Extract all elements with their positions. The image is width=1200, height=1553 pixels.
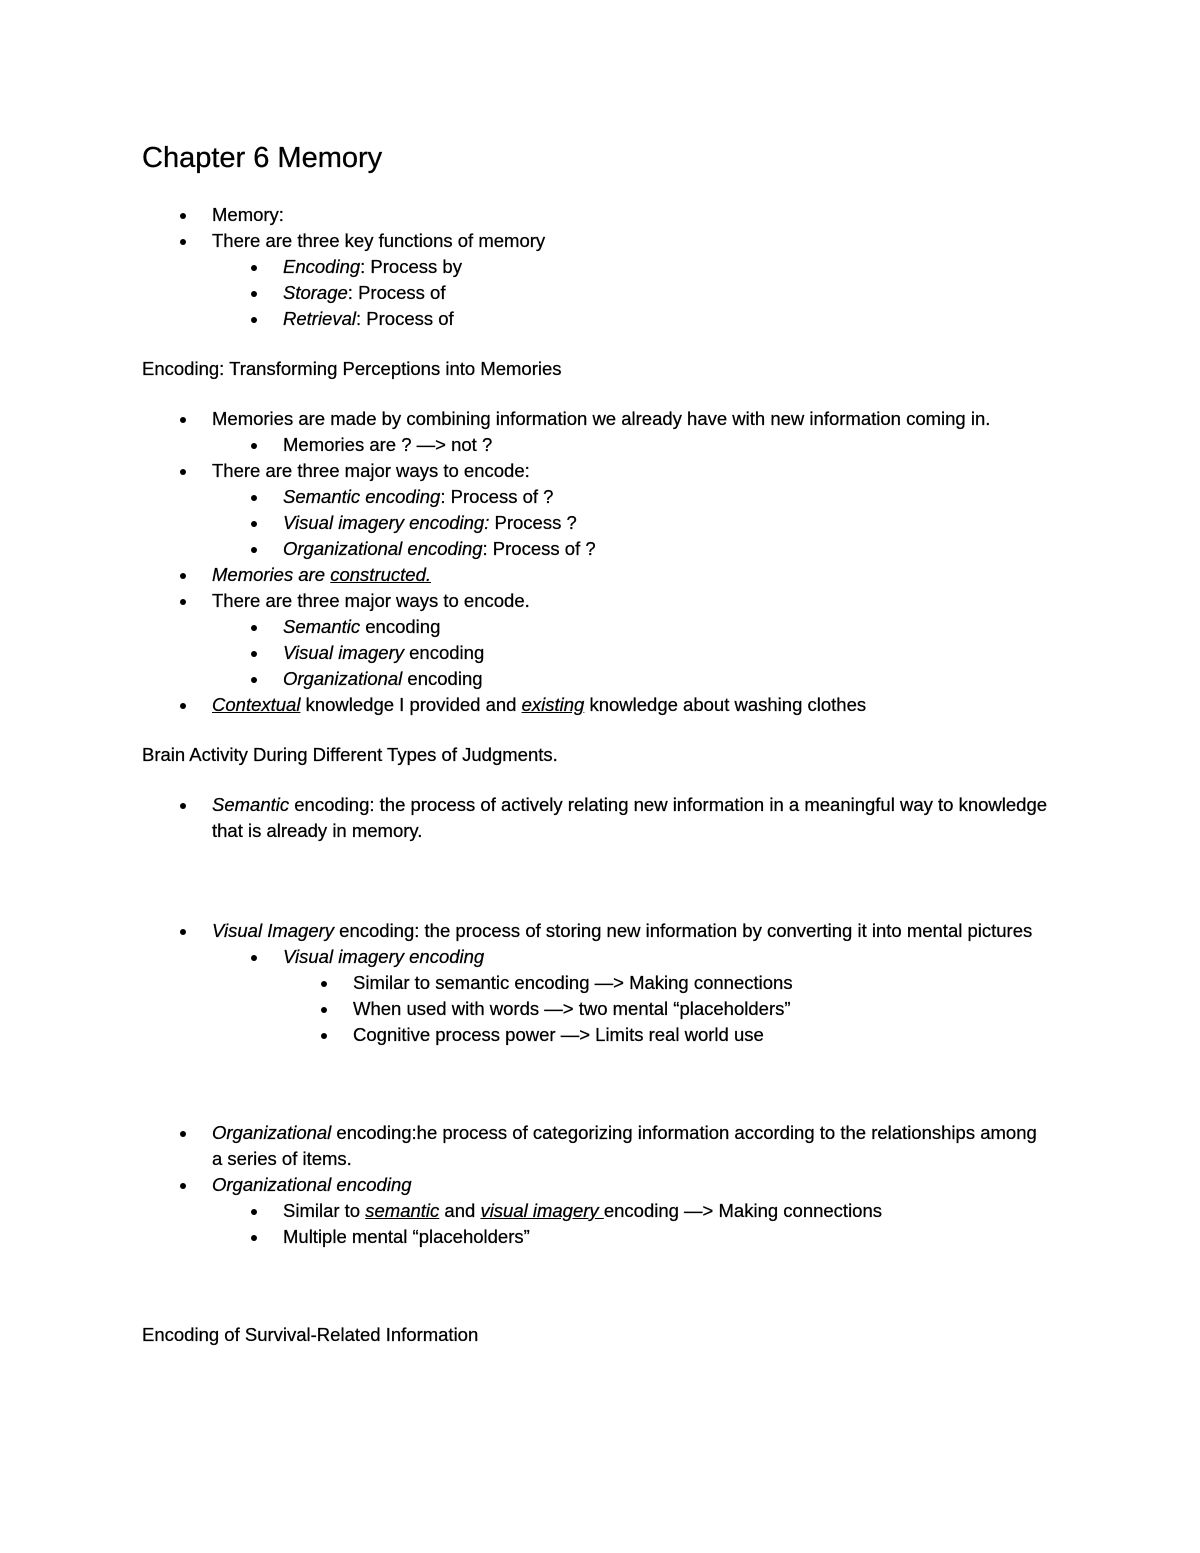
term: Organizational [212,1122,332,1143]
section-list [142,692,1052,718]
section-list [142,458,1052,484]
spacer [142,768,1052,792]
list-item-text: knowledge I provided and [300,694,522,715]
term: Organizational [283,668,403,689]
term: Semantic [283,616,361,637]
underlined-term: visual imagery [480,1200,604,1221]
term: Organizational encoding [212,1174,412,1195]
underlined-term: constructed. [330,564,432,585]
functions-list [142,254,1052,332]
list-item-text: Memories are ? —> not ? [283,434,493,455]
term: Storage [283,282,348,303]
definition: encoding: the process of actively relating new information in a meaningful way to knowledge that is already in memory. [212,794,1048,841]
definition: encoding [404,642,485,663]
sub-sub-list [142,970,1052,1048]
list-item-text: There are three key functions of memory [212,230,546,251]
spacer [142,844,1052,918]
list-item [142,228,1052,254]
list-item [142,944,1052,970]
list-item-text: Memory: [212,204,284,225]
sub-list [142,484,1052,562]
section-list [142,562,1052,614]
list-item-text: Multiple mental “placeholders” [283,1226,530,1247]
underlined-term: Contextual [212,694,301,715]
term: Encoding [283,256,361,277]
list-item-text: encoding —> Making connections [603,1200,883,1221]
list-item [142,614,1052,640]
term: Semantic encoding [283,486,441,507]
list-item-text: When used with words —> two mental “placeholders” [353,998,791,1019]
list-item [142,280,1052,306]
section-list [142,406,1052,432]
underlined-term: existing [521,694,585,715]
list-item [142,458,1052,484]
sub-list [142,432,1052,458]
spacer [142,1048,1052,1120]
sub-list [142,1198,1052,1250]
list-item [142,1120,1052,1172]
list-item-text: Cognitive process power —> Limits real world use [353,1024,764,1045]
section-heading: Brain Activity During Different Types of Judgments. [142,744,558,765]
spacer [142,1250,1052,1322]
list-item-text: Memories are made by combining information we already have with new information coming in. [212,408,991,429]
definition: encoding: the process of storing new information by converting it into mental pictures [334,920,1033,941]
document-page [142,138,1052,1348]
term: Semantic [212,794,290,815]
section-list [142,918,1052,944]
list-item [142,1172,1052,1198]
list-item-text: Memories are [212,564,331,585]
definition: : Process of ? [440,486,554,507]
list-item [142,406,1052,432]
list-item [142,536,1052,562]
term: Visual imagery encoding [283,946,485,967]
underlined-term: semantic [365,1200,440,1221]
list-item [142,918,1052,944]
list-item-text: There are three major ways to encode. [212,590,530,611]
definition: encoding:he process of categorizing information according to the relationships among a series of items. [212,1122,1037,1169]
definition: : Process by [360,256,462,277]
definition: : Process of [356,308,454,329]
spacer [142,332,1052,356]
list-item [142,666,1052,692]
list-item [142,996,1052,1022]
term: Visual Imagery [212,920,335,941]
term: Visual imagery [283,642,404,663]
section-list [142,792,1052,844]
list-item [142,510,1052,536]
list-item [142,692,1052,718]
list-item [142,1198,1052,1224]
section-heading: Encoding: Transforming Perceptions into Memories [142,358,562,379]
definition: encoding [360,616,441,637]
intro-list [142,202,1052,254]
list-item [142,640,1052,666]
list-item [142,432,1052,458]
list-item [142,484,1052,510]
sub-list [142,614,1052,692]
definition: Process ? [489,512,577,533]
term: Retrieval [283,308,356,329]
definition: : Process of [347,282,446,303]
list-item [142,562,1052,588]
list-item [142,792,1052,844]
definition: encoding [402,668,483,689]
list-item-text: There are three major ways to encode: [212,460,530,481]
list-item-text: and [439,1200,481,1221]
term: Visual imagery encoding: [283,512,490,533]
list-item-text: knowledge about washing clothes [584,694,867,715]
list-item [142,306,1052,332]
section-heading: Encoding of Survival-Related Information [142,1324,479,1345]
list-item-text: Similar to [283,1200,366,1221]
page-title: Chapter 6 Memory [142,142,383,174]
term: Organizational encoding [283,538,483,559]
spacer [142,382,1052,406]
list-item [142,1224,1052,1250]
list-item [142,588,1052,614]
list-item-text: Similar to semantic encoding —> Making connections [353,972,793,993]
definition: : Process of ? [482,538,596,559]
sub-list [142,944,1052,970]
list-item [142,1022,1052,1048]
list-item [142,254,1052,280]
spacer [142,718,1052,742]
list-item [142,202,1052,228]
section-list [142,1120,1052,1198]
list-item [142,970,1052,996]
